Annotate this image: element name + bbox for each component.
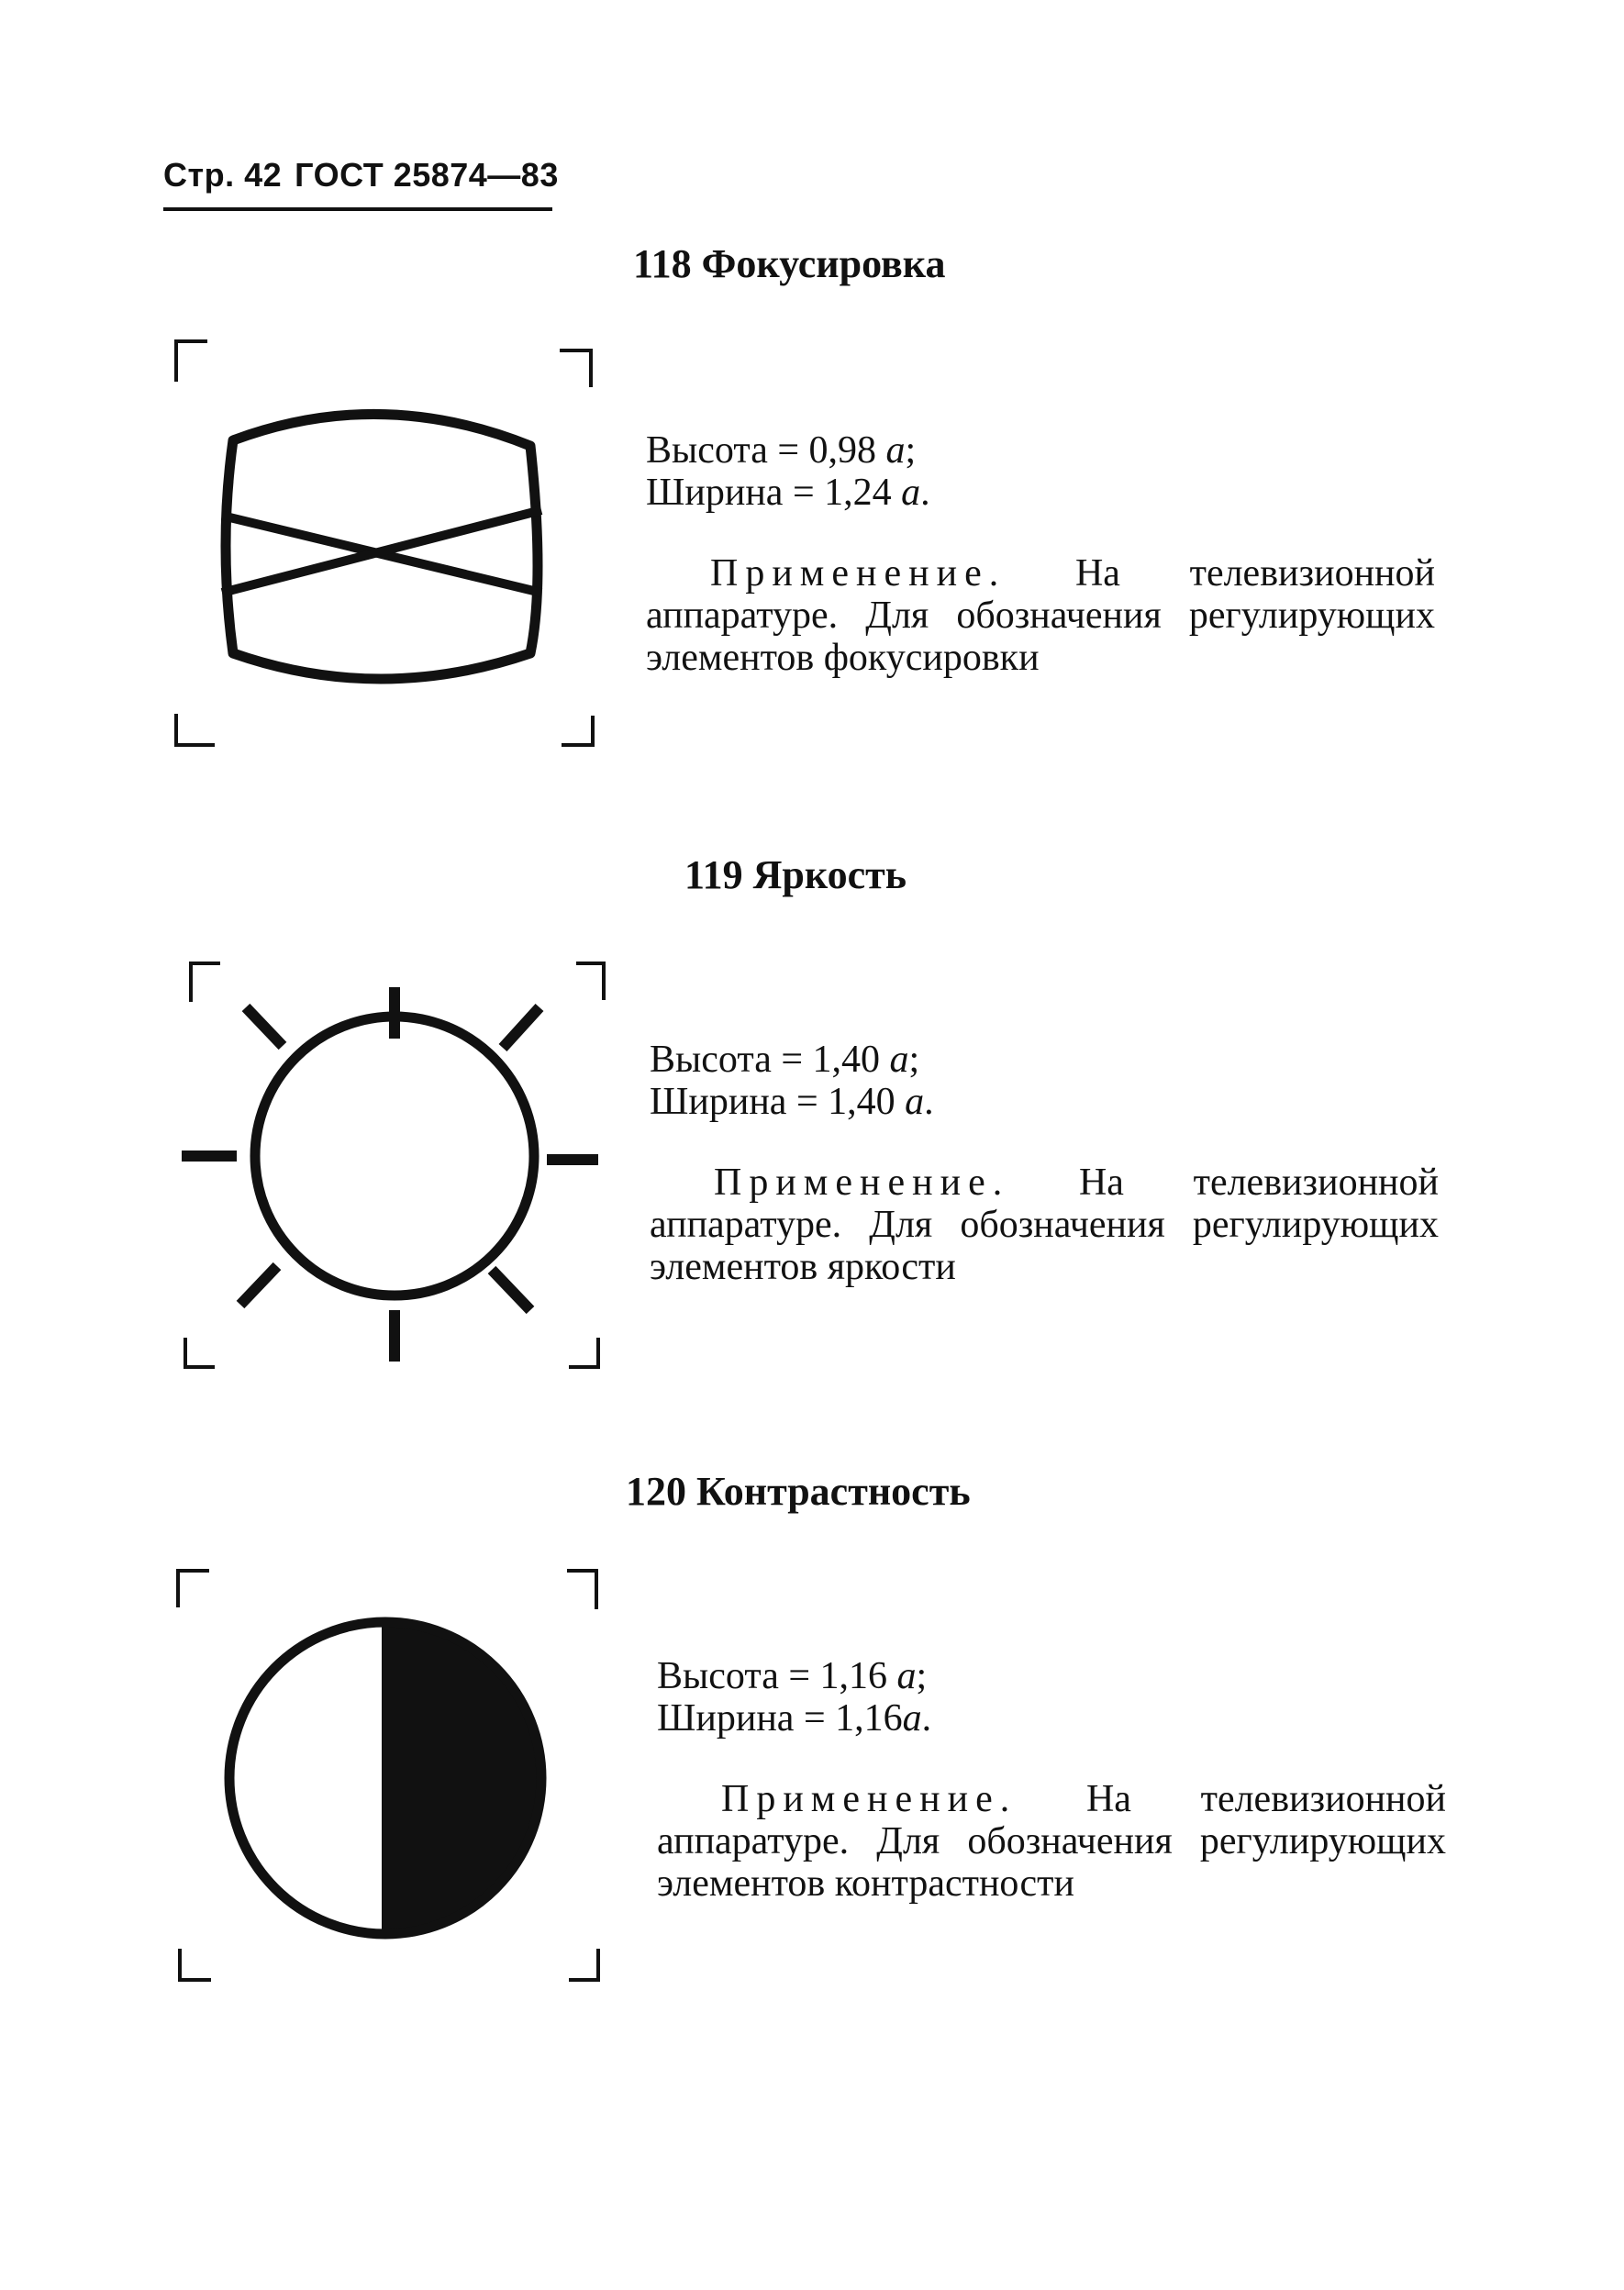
usage-label: Применение.: [710, 552, 1007, 595]
symbol-number: 120: [626, 1469, 686, 1514]
brightness-icon: [174, 943, 615, 1384]
symbol-title: [684, 851, 907, 898]
symbol-name: Яркость: [752, 852, 907, 897]
symbol-number: 118: [633, 241, 692, 286]
height-value: Высота = 0,98 a;: [646, 429, 917, 472]
standard-id: ГОСТ 25874—83: [295, 156, 559, 194]
width-value: Ширина = 1,16a.: [657, 1697, 932, 1740]
dimensions: [646, 429, 930, 514]
height-value: Высота = 1,40 a;: [650, 1039, 920, 1081]
usage-paragraph: [646, 552, 1435, 679]
dimensions: [650, 1039, 934, 1123]
corner-marks: [176, 341, 593, 745]
symbol-name: Фокусировка: [701, 241, 946, 286]
page-header: [163, 156, 559, 195]
usage-text: На телевизионной аппаратуре. Для обозначения регулирующих элементов фокусировки: [646, 552, 1435, 679]
page-number: Стр. 42: [163, 156, 283, 194]
usage-label: Применение.: [721, 1778, 1018, 1820]
usage-text: На телевизионной аппаратуре. Для обозначения регулирующих элементов яркости: [650, 1162, 1439, 1288]
header-rule: [163, 207, 552, 211]
usage-text: На телевизионной аппаратуре. Для обозначения регулирующих элементов контрастности: [657, 1778, 1446, 1905]
width-value: Ширина = 1,24 a.: [646, 472, 930, 514]
usage-label: Применение.: [714, 1162, 1010, 1204]
symbol-number: 119: [684, 852, 743, 897]
symbol-name: Контрастность: [696, 1469, 971, 1514]
dimensions: [657, 1655, 931, 1740]
usage-paragraph: [650, 1162, 1439, 1288]
symbol-title: [633, 240, 945, 287]
width-value: Ширина = 1,40 a.: [650, 1081, 934, 1123]
height-value: Высота = 1,16 a;: [657, 1655, 928, 1697]
usage-paragraph: [657, 1778, 1446, 1905]
symbol-title: [626, 1468, 971, 1515]
contrast-icon: [165, 1556, 615, 1996]
focus-icon: [165, 330, 606, 761]
